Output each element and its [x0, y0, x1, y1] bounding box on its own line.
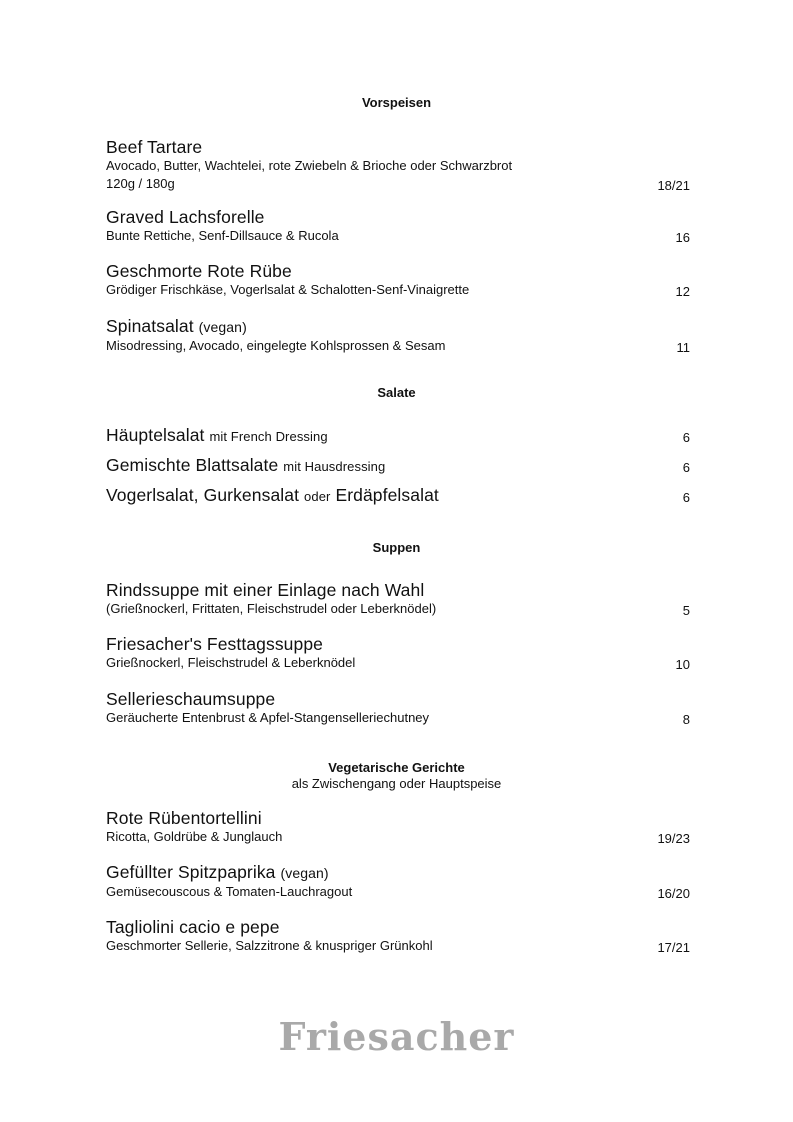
section-title-suppen: Suppen — [372, 540, 421, 555]
dish-name: Häuptelsalat — [106, 425, 205, 445]
menu-item-spitzpaprika — [106, 862, 690, 901]
dish-description: Ricotta, Goldrübe & Junglauch — [106, 829, 283, 844]
dish-description: Bunte Rettiche, Senf-Dillsauce & Rucola — [106, 228, 339, 243]
dish-note: mit Hausdressing — [283, 459, 386, 474]
dish-name: Sellerieschaumsuppe — [106, 689, 276, 709]
dish-name: Rindssuppe mit einer Einlage nach Wahl — [106, 580, 425, 600]
dish-price: 5 — [682, 603, 690, 618]
dish-description: Geschmorter Sellerie, Salzzitrone & knuspriger Grünkohl — [106, 938, 433, 953]
dish-price: 19/23 — [657, 831, 690, 846]
dish-name: Gefüllter Spitzpaprika — [106, 862, 276, 882]
dish-note: mit French Dressing — [209, 429, 328, 444]
dish-name: Geschmorte Rote Rübe — [106, 261, 292, 281]
dish-name: Spinatsalat — [106, 316, 194, 336]
menu-item-rote-ruebentortellini — [106, 808, 690, 846]
menu-item-geschmorte-rote-ruebe — [106, 261, 690, 299]
dish-name-alt: Erdäpfelsalat — [335, 485, 439, 505]
menu-item-beef-tartare — [106, 137, 690, 193]
friesacher-logo: Friesacher — [278, 1014, 515, 1059]
menu-item-gemischte-blattsalate — [106, 455, 690, 477]
menu-item-tagliolini — [106, 917, 690, 955]
menu-item-graved-lachsforelle — [106, 207, 690, 245]
dish-name: Beef Tartare — [106, 137, 203, 157]
dish-name: Rote Rübentortellini — [106, 808, 262, 828]
dish-price: 8 — [682, 712, 690, 727]
section-subtitle-vegetarisch: als Zwischengang oder Hauptspeise — [291, 776, 502, 791]
dish-description: Avocado, Butter, Wachtelei, rote Zwiebeln & Brioche oder Schwarzbrot — [106, 158, 513, 173]
dish-price: 6 — [682, 460, 690, 475]
dish-description: (Grießnockerl, Frittaten, Fleischstrudel oder Leberknödel) — [106, 601, 437, 616]
dish-price: 16 — [675, 230, 690, 245]
dish-name: Vogerlsalat, Gurkensalat — [106, 485, 300, 505]
menu-item-haeuptelsalat — [106, 425, 690, 447]
dish-price: 10 — [675, 657, 690, 672]
section-title-salate: Salate — [377, 385, 416, 400]
dish-note: (vegan) — [280, 865, 329, 881]
dish-price: 17/21 — [657, 940, 690, 955]
menu-item-rindssuppe — [106, 580, 690, 618]
section-title-vegetarisch: Vegetarische Gerichte — [328, 760, 465, 775]
dish-price: 16/20 — [657, 886, 690, 901]
menu-item-spinatsalat — [106, 316, 690, 355]
dish-description: Gemüsecouscous & Tomaten-Lauchragout — [106, 884, 353, 899]
section-title-vorspeisen: Vorspeisen — [361, 95, 432, 110]
dish-description: Grödiger Frischkäse, Vogerlsalat & Schalotten-Senf-Vinaigrette — [106, 282, 470, 297]
dish-description: Geräucherte Entenbrust & Apfel-Stangenselleriechutney — [106, 710, 430, 725]
dish-name: Tagliolini cacio e pepe — [106, 917, 280, 937]
dish-note: (vegan) — [198, 319, 247, 335]
dish-price: 6 — [682, 430, 690, 445]
menu-item-festtagssuppe — [106, 634, 690, 672]
dish-price: 12 — [675, 284, 690, 299]
menu-item-vogerlsalat — [106, 485, 690, 507]
dish-price: 11 — [676, 340, 690, 355]
dish-name: Gemischte Blattsalate — [106, 455, 279, 475]
dish-price: 18/21 — [657, 178, 690, 193]
dish-portion: 120g / 180g — [106, 176, 175, 191]
dish-note: oder — [304, 489, 331, 504]
dish-price: 6 — [682, 490, 690, 505]
menu-item-sellerieschaumsuppe — [106, 689, 690, 727]
dish-name: Friesacher's Festtagssuppe — [106, 634, 324, 654]
dish-name: Graved Lachsforelle — [106, 207, 265, 227]
dish-description: Grießnockerl, Fleischstrudel & Leberknödel — [106, 655, 356, 670]
dish-description: Misodressing, Avocado, eingelegte Kohlsprossen & Sesam — [106, 338, 446, 353]
